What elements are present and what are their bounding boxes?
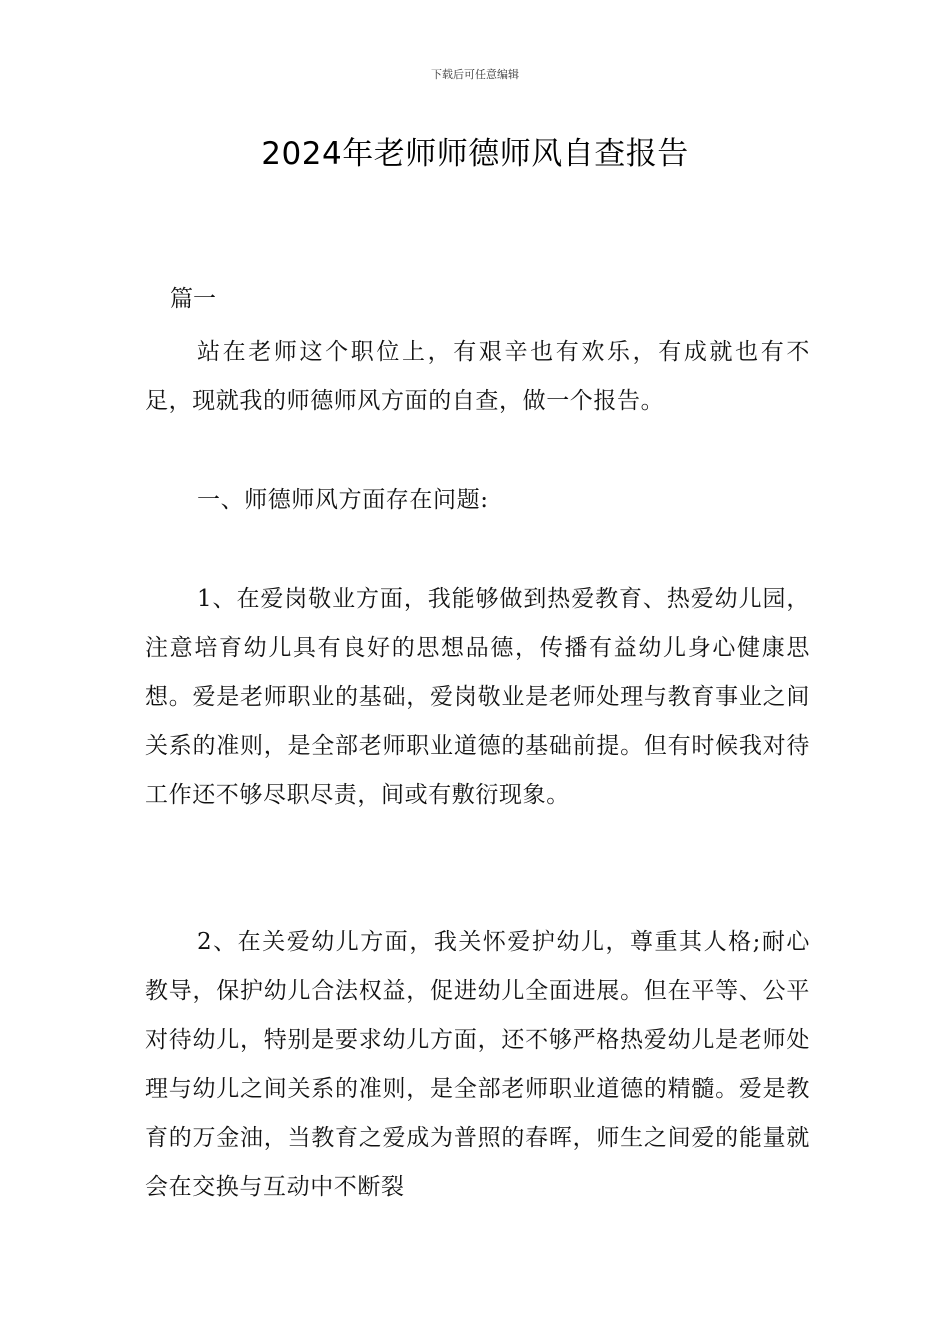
header-note: 下载后可任意编辑 (431, 68, 519, 81)
item-1-paragraph: 1、在爱岗敬业方面，我能够做到热爱教育、热爱幼儿园，注意培育幼儿具有良好的思想品德，传播有益幼儿身心健康思想。爱是老师职业的基础，爱岗敬业是老师处理与教育事业之间关系的准则，是全部老师职业道德的基础前提。但有时候我对待工作还不够尽职尽责，间或有敷衍现象。 (145, 586, 810, 808)
document-title: 2024年老师师德师风自查报告 (261, 136, 689, 172)
section-label: 篇一 (170, 286, 216, 312)
intro-paragraph: 站在老师这个职位上，有艰辛也有欢乐，有成就也有不足，现就我的师德师风方面的自查，做一个报告。 (145, 339, 810, 414)
section-heading: 一、师德师风方面存在问题: (197, 487, 489, 513)
item-2-paragraph: 2、在关爱幼儿方面，我关怀爱护幼儿，尊重其人格;耐心教导，保护幼儿合法权益，促进幼儿全面进展。但在平等、公平对待幼儿，特别是要求幼儿方面，还不够严格热爱幼儿是老师处理与幼儿之间关系的准则，是全部老师职业道德的精髓。爱是教育的万金油，当教育之爱成为普照的春晖，师生之间爱的能量就会在交换与互动中不断裂 (145, 929, 810, 1200)
